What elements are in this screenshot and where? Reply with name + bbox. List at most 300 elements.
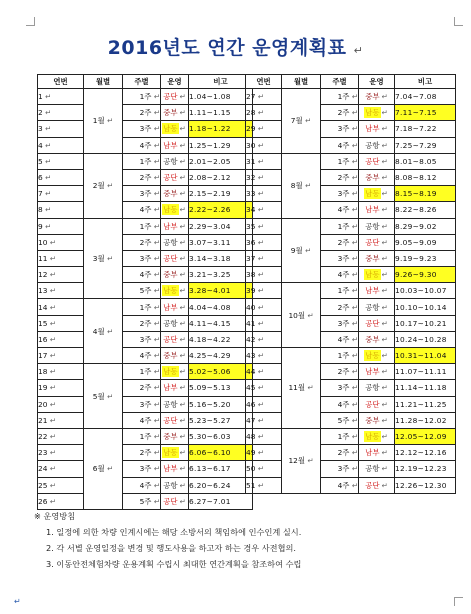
paragraph-mark-icon: ↵ xyxy=(42,221,52,231)
paragraph-mark-icon: ↵ xyxy=(255,464,264,474)
header-remarks: 비고 xyxy=(189,75,253,89)
date-range-cell: 7.11~7.15 xyxy=(395,105,456,121)
month-cell: 2월 ↵ xyxy=(84,153,123,218)
date-range-cell: 10.10~10.14 xyxy=(395,299,456,315)
paragraph-mark-icon: ↵ xyxy=(381,448,388,458)
date-range-cell: 2.15~2.19 xyxy=(189,186,253,202)
paragraph-mark-icon: ↵ xyxy=(47,480,56,490)
paragraph-mark-icon: ↵ xyxy=(179,156,186,166)
date-range-cell: 8.22~8.26 xyxy=(395,202,456,218)
operation-label: 중부 xyxy=(365,415,380,425)
header-operation: 운영 xyxy=(359,75,395,89)
row-number-cell: 3 ↵ xyxy=(38,121,84,137)
week-cell: 3주 ↵ xyxy=(321,380,359,396)
paragraph-mark-icon: ↵ xyxy=(151,415,160,425)
operation-cell xyxy=(161,218,189,234)
row-number-cell: 41 ↵ xyxy=(246,315,282,331)
note-item: 2. 각 서별 운영일정을 변경 및 행도사용을 하고자 하는 경우 사전협의. xyxy=(46,543,296,553)
date-range-cell: 8.15~8.19 xyxy=(395,186,456,202)
row-number-cell: 19 ↵ xyxy=(38,380,84,396)
paragraph-mark-icon: ↵ xyxy=(179,351,186,361)
row-number-cell: 25 ↵ xyxy=(38,477,84,493)
date-range-cell: 3.21~3.25 xyxy=(189,267,253,283)
week-cell: 2주 ↵ xyxy=(321,299,359,315)
row-number-cell: 28 ↵ xyxy=(246,105,282,121)
paragraph-mark-icon: ↵ xyxy=(349,367,358,377)
operation-label: 공단 xyxy=(163,334,178,344)
operation-cell xyxy=(359,267,395,283)
table-row xyxy=(246,445,456,461)
page-corner-mark xyxy=(454,17,463,26)
paragraph-mark-icon: ↵ xyxy=(151,480,160,490)
row-number-cell: 45 ↵ xyxy=(246,380,282,396)
row-number-cell: 39 ↵ xyxy=(246,283,282,299)
paragraph-mark-icon: ↵ xyxy=(179,108,186,118)
table-row xyxy=(246,234,456,250)
paragraph-mark-icon: ↵ xyxy=(381,383,388,393)
paragraph-mark-icon: ↵ xyxy=(349,399,358,409)
paragraph-mark-icon: ↵ xyxy=(349,173,358,183)
week-cell: 3주 ↵ xyxy=(123,186,161,202)
week-cell: 1주 ↵ xyxy=(123,153,161,169)
row-number-cell: 9 ↵ xyxy=(38,218,84,234)
paragraph-mark-icon: ↵ xyxy=(349,237,358,247)
paragraph-mark-icon: ↵ xyxy=(255,173,264,183)
date-range-cell: 10.31~11.04 xyxy=(395,348,456,364)
operation-cell xyxy=(161,493,189,509)
row-number-cell: 35 ↵ xyxy=(246,218,282,234)
paragraph-mark-icon: ↵ xyxy=(179,334,186,344)
paragraph-mark-icon: ↵ xyxy=(179,140,186,150)
operation-cell xyxy=(161,121,189,137)
row-number-cell: 30 ↵ xyxy=(246,137,282,153)
week-cell: 2주 ↵ xyxy=(123,445,161,461)
table-row xyxy=(38,493,253,509)
paragraph-mark-icon: ↵ xyxy=(151,432,160,442)
operation-label: 중부 xyxy=(163,351,178,361)
operation-cell xyxy=(359,283,395,299)
paragraph-mark-icon: ↵ xyxy=(179,415,186,425)
paragraph-mark-icon: ↵ xyxy=(255,237,264,247)
table-row xyxy=(246,396,456,412)
row-number-cell: 18 ↵ xyxy=(38,364,84,380)
operation-label: 남동 xyxy=(365,189,380,199)
paragraph-mark-icon: ↵ xyxy=(104,326,114,336)
paragraph-mark-icon: ↵ xyxy=(47,334,56,344)
week-cell: 4주 ↵ xyxy=(123,202,161,218)
operation-label: 남부 xyxy=(163,221,178,231)
date-range-cell: 5.30~6.03 xyxy=(189,428,253,444)
operation-label: 공항 xyxy=(365,221,380,231)
table-row xyxy=(246,250,456,266)
week-cell: 4주 ↵ xyxy=(123,477,161,493)
date-range-cell: 10.17~10.21 xyxy=(395,315,456,331)
schedule-table-second-half xyxy=(245,74,456,494)
paragraph-mark-icon: ↵ xyxy=(179,253,186,263)
paragraph-mark-icon: ↵ xyxy=(42,205,52,215)
paragraph-mark-icon: ↵ xyxy=(255,448,264,458)
row-number-cell: 17 ↵ xyxy=(38,348,84,364)
paragraph-mark-icon: ↵ xyxy=(255,286,264,296)
operation-cell xyxy=(359,105,395,121)
paragraph-mark-icon: ↵ xyxy=(42,92,52,102)
date-range-cell: 8.01~8.05 xyxy=(395,153,456,169)
date-range-cell: 1.04~1.08 xyxy=(189,89,253,105)
week-cell: 1주 ↵ xyxy=(123,89,161,105)
paragraph-mark-icon: ↵ xyxy=(255,399,264,409)
table-row xyxy=(38,250,253,266)
page-corner-mark xyxy=(26,17,35,26)
paragraph-mark-icon: ↵ xyxy=(179,318,186,328)
paragraph-mark-icon: ↵ xyxy=(305,310,314,320)
paragraph-mark-icon: ↵ xyxy=(255,124,264,134)
date-range-cell: 1.25~1.29 xyxy=(189,137,253,153)
paragraph-mark-icon: ↵ xyxy=(255,334,264,344)
paragraph-mark-icon: ↵ xyxy=(47,253,56,263)
paragraph-mark-icon: ↵ xyxy=(255,415,264,425)
notes-heading: ※ 운영방침 xyxy=(34,511,76,521)
row-number-cell: 2 ↵ xyxy=(38,105,84,121)
paragraph-mark-icon: ↵ xyxy=(353,44,364,57)
date-range-cell: 4.11~4.15 xyxy=(189,315,253,331)
operation-cell xyxy=(359,186,395,202)
month-cell: 3월 ↵ xyxy=(84,218,123,299)
paragraph-mark-icon: ↵ xyxy=(179,480,186,490)
operation-label: 중부 xyxy=(365,253,380,263)
table-row xyxy=(38,396,253,412)
week-cell: 4주 ↵ xyxy=(123,267,161,283)
paragraph-mark-icon: ↵ xyxy=(381,480,388,490)
paragraph-mark-icon: ↵ xyxy=(381,108,388,118)
month-cell: 5월 ↵ xyxy=(84,364,123,429)
paragraph-mark-icon: ↵ xyxy=(381,432,388,442)
header-no: 연번 xyxy=(246,75,282,89)
table-row xyxy=(38,267,253,283)
header-no: 연번 xyxy=(38,75,84,89)
paragraph-mark-icon: ↵ xyxy=(47,383,56,393)
paragraph-mark-icon: ↵ xyxy=(381,205,388,215)
paragraph-mark-icon: ↵ xyxy=(179,173,186,183)
date-range-cell: 4.04~4.08 xyxy=(189,299,253,315)
date-range-cell: 7.18~7.22 xyxy=(395,121,456,137)
paragraph-mark-icon: ↵ xyxy=(381,351,388,361)
row-number-cell: 6 ↵ xyxy=(38,169,84,185)
paragraph-mark-icon: ↵ xyxy=(47,415,56,425)
operation-cell xyxy=(359,137,395,153)
paragraph-mark-icon: ↵ xyxy=(104,116,114,126)
table-row xyxy=(246,218,456,234)
row-number-cell: 26 ↵ xyxy=(38,493,84,509)
paragraph-mark-icon: ↵ xyxy=(381,189,388,199)
week-cell: 1주 ↵ xyxy=(123,428,161,444)
paragraph-mark-icon: ↵ xyxy=(151,124,160,134)
row-number-cell: 34 ↵ xyxy=(246,202,282,218)
paragraph-mark-icon: ↵ xyxy=(151,237,160,247)
paragraph-mark-icon: ↵ xyxy=(255,221,264,231)
paragraph-mark-icon: ↵ xyxy=(14,597,21,606)
paragraph-mark-icon: ↵ xyxy=(349,351,358,361)
operation-cell xyxy=(161,267,189,283)
week-cell: 3주 ↵ xyxy=(321,315,359,331)
operation-cell xyxy=(161,89,189,105)
paragraph-mark-icon: ↵ xyxy=(151,286,160,296)
table-row xyxy=(38,412,253,428)
paragraph-mark-icon: ↵ xyxy=(381,156,388,166)
paragraph-mark-icon: ↵ xyxy=(47,318,56,328)
operation-cell xyxy=(161,428,189,444)
paragraph-mark-icon: ↵ xyxy=(151,496,160,506)
paragraph-mark-icon: ↵ xyxy=(42,108,52,118)
paragraph-mark-icon: ↵ xyxy=(151,302,160,312)
row-number-cell: 29 ↵ xyxy=(246,121,282,137)
row-number-cell: 5 ↵ xyxy=(38,153,84,169)
row-number-cell: 4 ↵ xyxy=(38,137,84,153)
operation-cell xyxy=(161,153,189,169)
paragraph-mark-icon: ↵ xyxy=(47,286,56,296)
header-month: 월별 xyxy=(282,75,321,89)
date-range-cell: 11.21~11.25 xyxy=(395,396,456,412)
paragraph-mark-icon: ↵ xyxy=(255,432,264,442)
paragraph-mark-icon: ↵ xyxy=(349,124,358,134)
paragraph-mark-icon: ↵ xyxy=(349,108,358,118)
operation-cell xyxy=(359,477,395,493)
table-row xyxy=(38,202,253,218)
paragraph-mark-icon: ↵ xyxy=(349,480,358,490)
date-range-cell: 10.03~10.07 xyxy=(395,283,456,299)
paragraph-mark-icon: ↵ xyxy=(381,415,388,425)
paragraph-mark-icon: ↵ xyxy=(151,108,160,118)
paragraph-mark-icon: ↵ xyxy=(151,464,160,474)
operation-label: 중부 xyxy=(163,189,178,199)
paragraph-mark-icon: ↵ xyxy=(47,302,56,312)
table-row xyxy=(38,105,253,121)
operation-label: 남부 xyxy=(365,367,380,377)
week-cell: 2주 ↵ xyxy=(123,169,161,185)
table-row xyxy=(38,299,253,315)
row-number-cell: 21 ↵ xyxy=(38,412,84,428)
operation-cell xyxy=(161,396,189,412)
week-cell: 2주 ↵ xyxy=(321,234,359,250)
week-cell: 1주 ↵ xyxy=(123,218,161,234)
table-row xyxy=(38,89,253,105)
operation-cell xyxy=(359,445,395,461)
table-row xyxy=(246,428,456,444)
table-row xyxy=(38,315,253,331)
operation-label: 남부 xyxy=(163,464,178,474)
table-row xyxy=(246,331,456,347)
date-range-cell: 12.12~12.16 xyxy=(395,445,456,461)
paragraph-mark-icon: ↵ xyxy=(349,415,358,425)
paragraph-mark-icon: ↵ xyxy=(151,351,160,361)
paragraph-mark-icon: ↵ xyxy=(349,270,358,280)
operation-cell xyxy=(161,315,189,331)
note-item: 1. 일정에 의한 차량 인계시에는 해당 소방서의 책임하에 인수인계 실시. xyxy=(46,527,302,537)
operation-label: 공단 xyxy=(365,156,380,166)
paragraph-mark-icon: ↵ xyxy=(349,205,358,215)
paragraph-mark-icon: ↵ xyxy=(349,318,358,328)
operation-label: 중부 xyxy=(163,432,178,442)
table-row xyxy=(246,89,456,105)
operation-cell xyxy=(161,299,189,315)
paragraph-mark-icon: ↵ xyxy=(255,367,264,377)
operation-label: 남부 xyxy=(163,302,178,312)
table-row xyxy=(246,461,456,477)
paragraph-mark-icon: ↵ xyxy=(179,124,186,134)
paragraph-mark-icon: ↵ xyxy=(255,92,264,102)
paragraph-mark-icon: ↵ xyxy=(179,270,186,280)
operation-cell xyxy=(359,121,395,137)
date-range-cell: 12.05~12.09 xyxy=(395,428,456,444)
table-row xyxy=(246,105,456,121)
date-range-cell: 3.07~3.11 xyxy=(189,234,253,250)
operation-label: 공항 xyxy=(163,318,178,328)
month-cell: 6월 ↵ xyxy=(84,428,123,509)
operation-label: 공단 xyxy=(163,415,178,425)
paragraph-mark-icon: ↵ xyxy=(179,221,186,231)
date-range-cell: 3.14~3.18 xyxy=(189,250,253,266)
paragraph-mark-icon: ↵ xyxy=(381,367,388,377)
paragraph-mark-icon: ↵ xyxy=(179,189,186,199)
paragraph-mark-icon: ↵ xyxy=(255,480,264,490)
paragraph-mark-icon: ↵ xyxy=(255,140,264,150)
paragraph-mark-icon: ↵ xyxy=(381,237,388,247)
operation-cell xyxy=(161,186,189,202)
row-number-cell: 11 ↵ xyxy=(38,250,84,266)
operation-cell xyxy=(359,461,395,477)
operation-label: 중부 xyxy=(365,334,380,344)
date-range-cell: 2.01~2.05 xyxy=(189,153,253,169)
paragraph-mark-icon: ↵ xyxy=(151,399,160,409)
table-row xyxy=(38,331,253,347)
week-cell: 3주 ↵ xyxy=(123,250,161,266)
paragraph-mark-icon: ↵ xyxy=(179,237,186,247)
operation-cell xyxy=(161,331,189,347)
table-row xyxy=(38,461,253,477)
operation-cell xyxy=(359,299,395,315)
operation-cell xyxy=(359,218,395,234)
operation-label: 공단 xyxy=(163,173,178,183)
paragraph-mark-icon: ↵ xyxy=(179,464,186,474)
operation-cell xyxy=(359,331,395,347)
date-range-cell: 12.19~12.23 xyxy=(395,461,456,477)
paragraph-mark-icon: ↵ xyxy=(302,116,312,126)
operation-label: 중부 xyxy=(365,92,380,102)
date-range-cell: 5.02~5.06 xyxy=(189,364,253,380)
table-row xyxy=(38,348,253,364)
paragraph-mark-icon: ↵ xyxy=(151,189,160,199)
operation-label: 공단 xyxy=(163,496,178,506)
date-range-cell: 4.25~4.29 xyxy=(189,348,253,364)
operation-cell xyxy=(161,234,189,250)
operation-cell xyxy=(161,105,189,121)
paragraph-mark-icon: ↵ xyxy=(179,399,186,409)
paragraph-mark-icon: ↵ xyxy=(42,156,52,166)
paragraph-mark-icon: ↵ xyxy=(349,253,358,263)
operation-label: 공단 xyxy=(365,480,380,490)
week-cell: 2주 ↵ xyxy=(123,234,161,250)
table-row xyxy=(38,380,253,396)
date-range-cell: 2.29~3.04 xyxy=(189,218,253,234)
operation-cell xyxy=(161,364,189,380)
paragraph-mark-icon: ↵ xyxy=(381,124,388,134)
paragraph-mark-icon: ↵ xyxy=(255,205,264,215)
week-cell: 1주 ↵ xyxy=(123,364,161,380)
operation-policy-notes xyxy=(34,508,454,572)
week-cell: 3주 ↵ xyxy=(123,461,161,477)
page-title: 2016년도 연간 운영계획표 ↵ xyxy=(107,37,364,59)
paragraph-mark-icon: ↵ xyxy=(302,245,312,255)
table-row xyxy=(38,153,253,169)
table-row xyxy=(38,121,253,137)
paragraph-mark-icon: ↵ xyxy=(47,432,56,442)
row-number-cell: 38 ↵ xyxy=(246,267,282,283)
paragraph-mark-icon: ↵ xyxy=(381,399,388,409)
date-range-cell: 4.18~4.22 xyxy=(189,331,253,347)
date-range-cell: 9.26~9.30 xyxy=(395,267,456,283)
table-row xyxy=(38,445,253,461)
week-cell: 2주 ↵ xyxy=(123,315,161,331)
operation-cell xyxy=(161,348,189,364)
paragraph-mark-icon: ↵ xyxy=(42,124,52,134)
paragraph-mark-icon: ↵ xyxy=(255,302,264,312)
operation-cell xyxy=(161,250,189,266)
week-cell: 3주 ↵ xyxy=(321,121,359,137)
week-cell: 1주 ↵ xyxy=(321,218,359,234)
paragraph-mark-icon: ↵ xyxy=(381,270,388,280)
paragraph-mark-icon: ↵ xyxy=(151,367,160,377)
paragraph-mark-icon: ↵ xyxy=(349,432,358,442)
operation-label: 남부 xyxy=(365,286,380,296)
operation-cell xyxy=(359,169,395,185)
week-cell: 2주 ↵ xyxy=(321,105,359,121)
week-cell: 3주 ↵ xyxy=(321,461,359,477)
operation-label: 공단 xyxy=(365,399,380,409)
row-number-cell: 13 ↵ xyxy=(38,283,84,299)
paragraph-mark-icon: ↵ xyxy=(255,318,264,328)
operation-label: 남동 xyxy=(163,124,178,134)
row-number-cell: 10 ↵ xyxy=(38,234,84,250)
row-number-cell: 43 ↵ xyxy=(246,348,282,364)
paragraph-mark-icon: ↵ xyxy=(179,496,186,506)
paragraph-mark-icon: ↵ xyxy=(381,173,388,183)
week-cell: 2주 ↵ xyxy=(321,364,359,380)
paragraph-mark-icon: ↵ xyxy=(104,464,114,474)
header-week: 주별 xyxy=(321,75,359,89)
paragraph-mark-icon: ↵ xyxy=(381,140,388,150)
date-range-cell: 8.08~8.12 xyxy=(395,169,456,185)
month-cell: 10월 ↵ xyxy=(282,283,321,348)
table-row xyxy=(246,364,456,380)
row-number-cell: 31 ↵ xyxy=(246,153,282,169)
operation-label: 남부 xyxy=(365,124,380,134)
row-number-cell: 1 ↵ xyxy=(38,89,84,105)
paragraph-mark-icon: ↵ xyxy=(151,253,160,263)
table-row xyxy=(246,186,456,202)
week-cell: 1주 ↵ xyxy=(321,348,359,364)
week-cell: 5주 ↵ xyxy=(321,412,359,428)
row-number-cell: 27 ↵ xyxy=(246,89,282,105)
operation-label: 공항 xyxy=(365,383,380,393)
row-number-cell: 50 ↵ xyxy=(246,461,282,477)
paragraph-mark-icon: ↵ xyxy=(104,253,114,263)
paragraph-mark-icon: ↵ xyxy=(381,92,388,102)
date-range-cell: 5.09~5.13 xyxy=(189,380,253,396)
paragraph-mark-icon: ↵ xyxy=(349,334,358,344)
paragraph-mark-icon: ↵ xyxy=(305,383,314,393)
paragraph-mark-icon: ↵ xyxy=(381,253,388,263)
paragraph-mark-icon: ↵ xyxy=(255,189,264,199)
date-range-cell: 3.28~4.01 xyxy=(189,283,253,299)
